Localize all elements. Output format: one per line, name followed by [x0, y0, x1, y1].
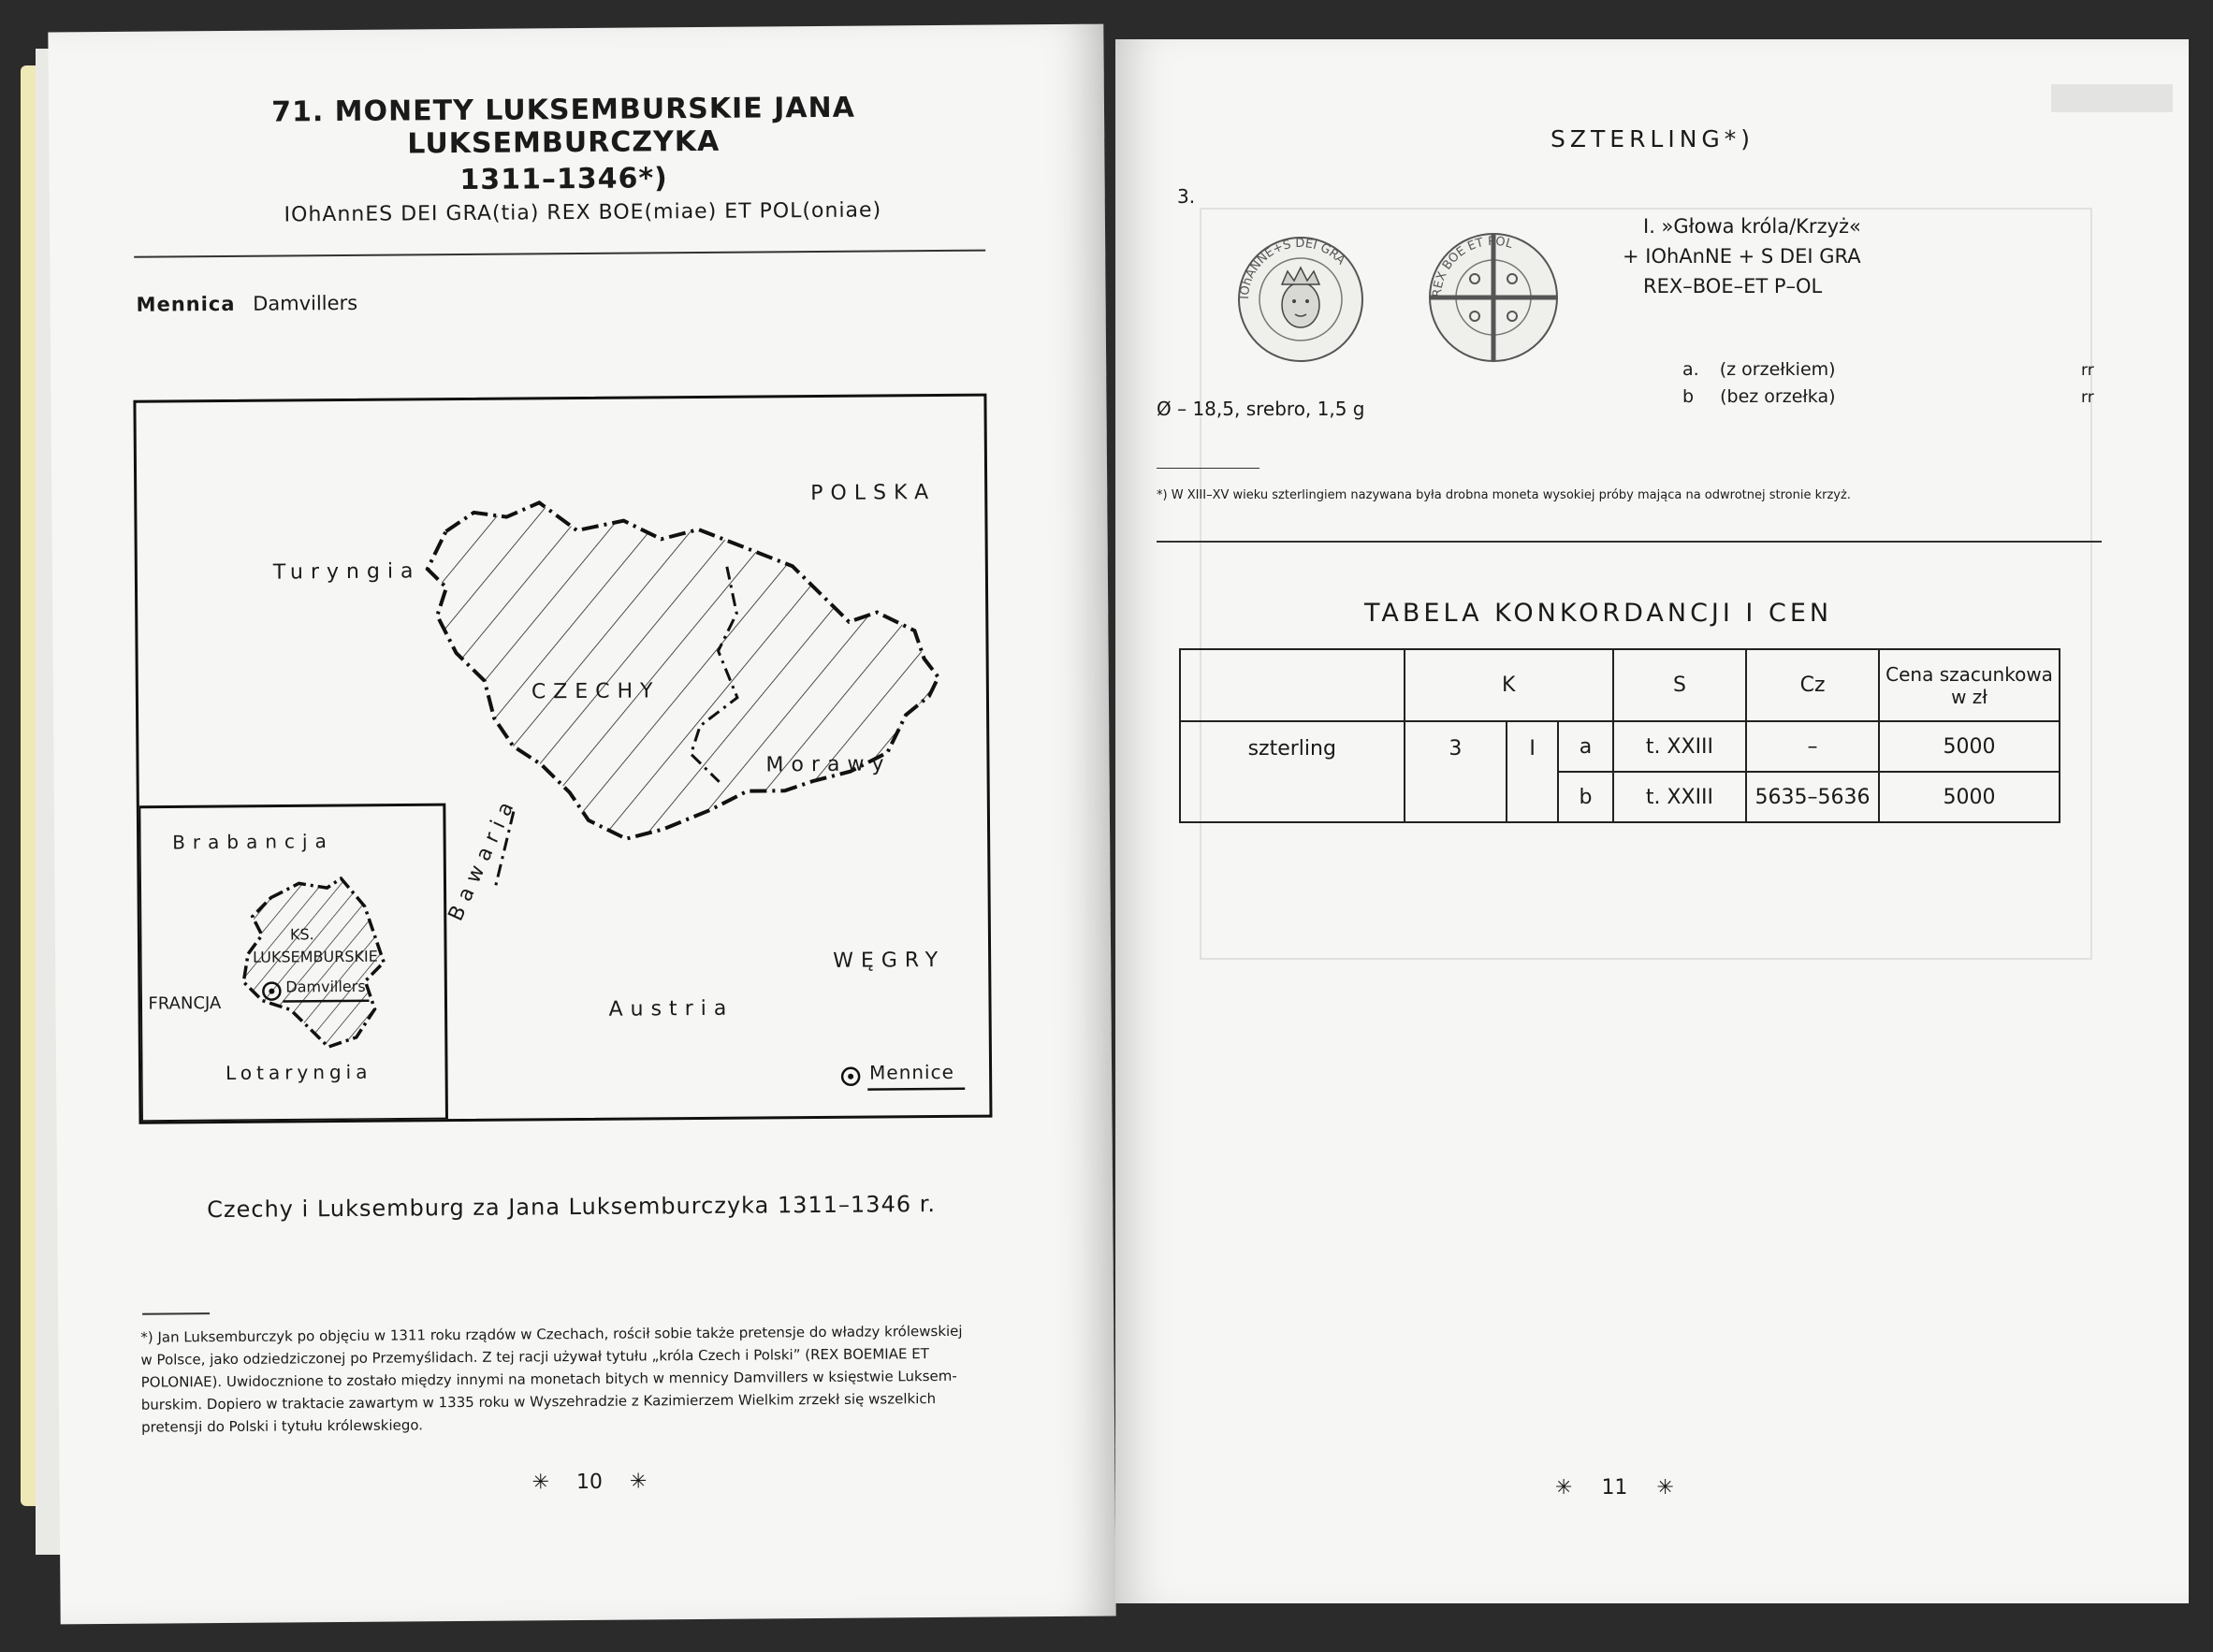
mint-name: Damvillers [253, 291, 358, 315]
right-page [1115, 39, 2189, 1603]
page-number-value: 10 [575, 1470, 604, 1495]
variants [1682, 356, 1836, 411]
footnote-line: POLONIAE). Uwidocznione to zostało między innymi na monetach bitych w mennicy Damvillers w księstwie Luksem- [140, 1367, 957, 1391]
item-number: 3. [1177, 185, 1196, 208]
star-icon: ✳ [629, 1470, 648, 1494]
cell-cz-a: – [1746, 721, 1879, 772]
left-page-title [180, 91, 948, 198]
title-line-1: 71. MONETY LUKSEMBURSKIE JANA LUKSEMBURCZYKA [270, 91, 856, 161]
coin-legend: IOhAnnES DEI GRA(tia) REX BOE(miae) ET POL(oniae) [284, 198, 882, 227]
label-damvillers: Damvillers [285, 977, 366, 996]
page-number-value: 11 [1601, 1476, 1628, 1500]
page-number-left [531, 1470, 647, 1494]
footnote-rule-right [1157, 468, 1259, 469]
variant-a-letter: a. [1682, 359, 1699, 380]
label-polska: POLSKA [810, 481, 937, 506]
left-page [48, 24, 1115, 1625]
variant-a [1682, 356, 1836, 384]
szterling-heading: SZTERLING*) [1551, 125, 1755, 152]
title-line-2: 1311–1346*) [459, 162, 668, 197]
star-icon: ✳ [531, 1471, 550, 1495]
header-cz: Cz [1746, 649, 1879, 721]
page-number-right [1555, 1476, 1674, 1500]
desc-line-3: REX–BOE–ET P–OL [1643, 275, 1823, 297]
star-icon: ✳ [1555, 1476, 1573, 1500]
cell-k-number: 3 [1405, 721, 1507, 822]
label-brabancja: Brabancja [172, 830, 334, 854]
header-price-line-2: w zł [1951, 685, 1987, 708]
concordance-table [1179, 648, 2060, 823]
label-wegry: WĘGRY [833, 948, 946, 973]
header-s: S [1613, 649, 1746, 721]
coin-reverse-legend: REX BOE ET POL [1430, 234, 1515, 298]
footnote-line: pretensji do Polski i tytułu królewskiego. [140, 1416, 424, 1436]
star-icon: ✳ [1656, 1476, 1674, 1500]
variant-b-rarity: rr [2081, 388, 2094, 407]
label-austria: Austria [608, 996, 735, 1022]
cell-cz-b: 5635–5636 [1746, 772, 1879, 822]
map-caption: Czechy i Luksemburg za Jana Luksemburczyka 1311–1346 r. [207, 1191, 937, 1224]
label-lotaryngia: Lotaryngia [225, 1060, 372, 1084]
coin-specs: Ø – 18,5, srebro, 1,5 g [1157, 398, 1365, 420]
variant-b [1682, 384, 1836, 411]
footnote-line: burskim. Dopiero w traktacie zawartym w 1335 roku w Wyszehradzie z Kazimierzem Wielkim zrzekł się wszelkich [140, 1390, 937, 1413]
mint-line [137, 292, 358, 316]
header-k: K [1405, 649, 1613, 721]
variant-b-letter: b [1682, 386, 1695, 407]
footnote-rule [142, 1312, 210, 1315]
variant-a-rarity: rr [2081, 361, 2094, 380]
mint-label: Mennica [136, 292, 236, 316]
table-row [1180, 721, 2060, 772]
header-price [1879, 649, 2060, 721]
header-price-line-1: Cena szacunkowa [1885, 662, 2053, 686]
table-title: TABELA KONKORDANCJI I CEN [1364, 599, 1833, 628]
variant-b-text: (bez orzełka) [1720, 386, 1836, 407]
section-rule [1157, 541, 2102, 543]
map-frame [133, 394, 992, 1124]
label-morawy: Morawy [765, 752, 892, 777]
czechy-region [427, 500, 939, 840]
cell-s-b: t. XXIII [1613, 772, 1746, 822]
title-rule [134, 250, 985, 258]
footnote-line: *) Jan Luksemburczyk po objęciu w 1311 roku rządów w Czechach, rościł sobie także pretensje do władzy królewskiej [140, 1322, 963, 1346]
cell-k-roman: I [1507, 721, 1558, 822]
label-mennice: Mennice [869, 1060, 954, 1084]
desc-line-1: I. »Głowa króla/Krzyż« [1643, 215, 1861, 238]
cell-price-b: 5000 [1879, 772, 2060, 822]
label-luksemburskie: LUKSEMBURSKIE [253, 947, 378, 966]
footnote-block [140, 1319, 1002, 1438]
coin-description [1623, 211, 1861, 301]
variant-a-text: (z orzełkiem) [1719, 359, 1836, 380]
coin-obverse-legend: IOhANNE+S DEI GRA [1237, 236, 1348, 300]
label-francja: FRANCJA [148, 993, 222, 1014]
cell-s-a: t. XXIII [1613, 721, 1746, 772]
szterling-footnote: *) W XIII–XV wieku szterlingiem nazywana była drobna moneta wysokiej próby mająca na odwrotnej stronie krzyż. [1157, 488, 1851, 502]
table-header-row [1180, 649, 2060, 721]
desc-line-2: + IOhAnNE + S DEI GRA [1623, 245, 1861, 268]
label-ks: KS. [289, 925, 314, 944]
bleed-through [2051, 84, 2173, 112]
cell-price-a: 5000 [1879, 721, 2060, 772]
footnote-line: w Polsce, jako odziedziczonej po Przemyślidach. Z tej racji używał tytułu „króla Czech i Polski” (REX BOEMIAE ET [140, 1345, 929, 1369]
label-turyngia: Turyngia [272, 559, 421, 585]
rarity-column [2081, 357, 2094, 412]
coin-reverse-image [1426, 230, 1561, 365]
header-blank [1180, 649, 1405, 721]
label-czechy: CZECHY [531, 679, 661, 704]
cell-variant-b: b [1558, 772, 1613, 822]
cell-variant-a: a [1558, 721, 1613, 772]
row-label: szterling [1180, 721, 1405, 822]
coin-obverse-image [1235, 234, 1366, 365]
label-bawaria: Bawaria [444, 791, 522, 925]
